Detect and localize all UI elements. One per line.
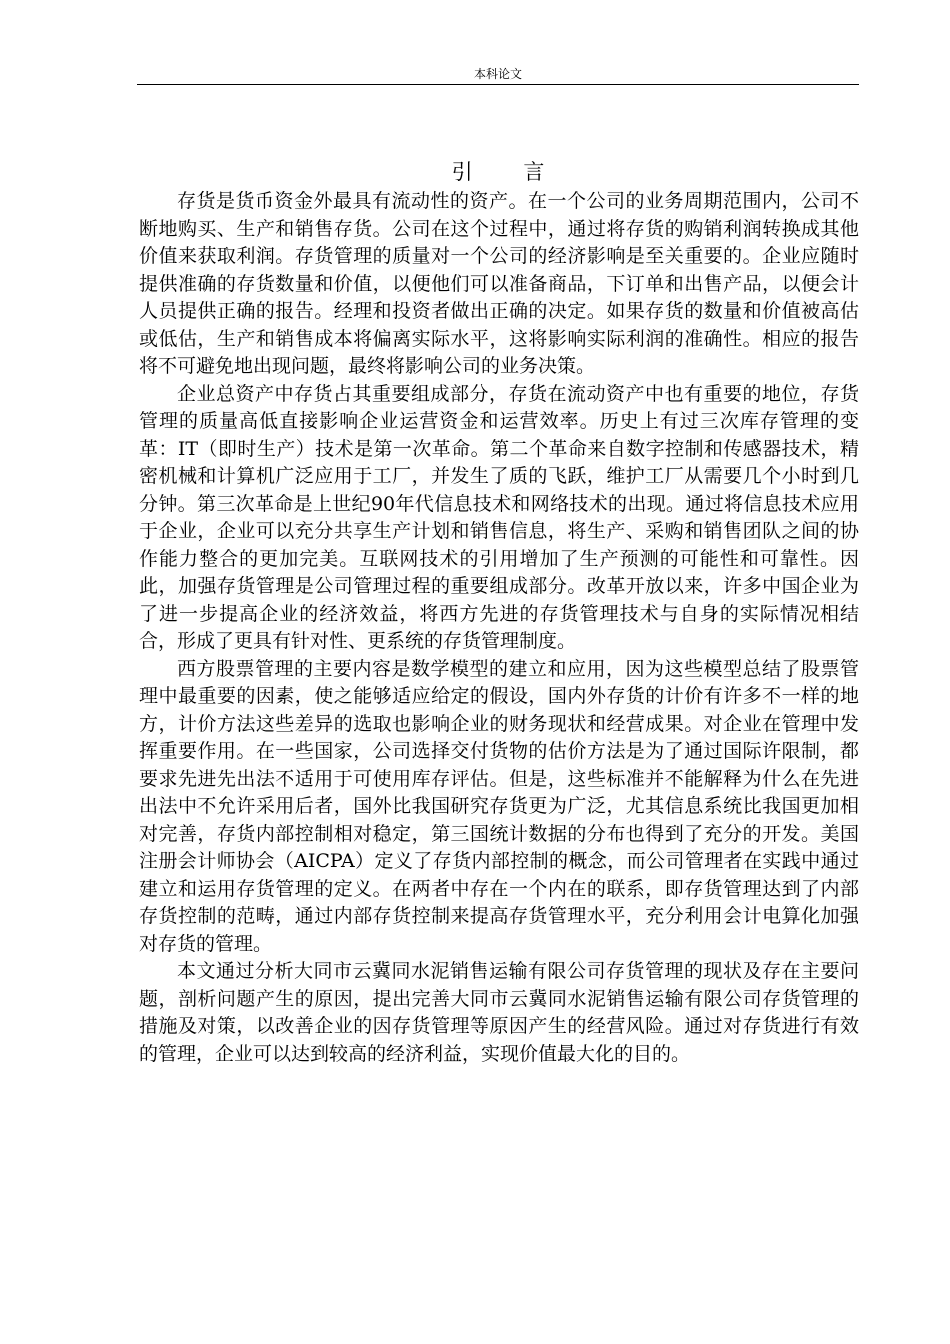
paragraph-4: 本文通过分析大同市云冀同水泥销售运输有限公司存货管理的现状及存在主要问题，剖析问题产生的原因，提出完善大同市云冀同水泥销售运输有限公司存货管理的措施及对策，以改善企业的因存货管理等原因产生的经营风险。通过对存货进行有效的管理，企业可以达到较高的经济利益，实现价值最大化的目的。 [139,960,859,1065]
header-rule [137,84,859,85]
running-header: 本科论文 [473,67,522,81]
paragraph-1: 存货是货币资金外最具有流动性的资产。在一个公司的业务周期范围内，公司不断地购买、生产和销售存货。公司在这个过程中，通过将存货的购销利润转换成其他价值来获取利润。存货管理的质量对一个公司的经济影响是至关重要的。企业应随时提供准确的存货数量和价值，以便他们可以准备商品，下订单和出售产品，以便会计人员提供正确的报告。经理和投资者做出正确的决定。如果存货的数量和价值被高估或低估，生产和销售成本将偏离实际水平，这将影响实际利润的准确性。相应的报告将不可避免地出现问题，最终将影响公司的业务决策。 [139,190,859,377]
paragraph-3: 西方股票管理的主要内容是数学模型的建立和应用，因为这些模型总结了股票管理中最重要的因素，使之能够适应给定的假设，国内外存货的计价有许多不一样的地方，计价方法这些差异的选取也影响企业的财务现状和经营成果。对企业在管理中发挥重要作用。在一些国家，公司选择交付货物的估价方法是为了通过国际许限制，都要求先进先出法不适用于可使用库存评估。但是，这些标准并不能解释为什么在先进出法中不允许采用后者，国外比我国研究存货更为广泛，尤其信息系统比我国更加相对完善，存货内部控制相对稳定，第三国统计数据的分布也得到了充分的开发。美国注册会计师协会（AICPA）定义了存货内部控制的概念，而公司管理者在实践中通过建立和运用存货管理的定义。在两者中存在一个内在的联系，即存货管理达到了内部存货控制的范畴，通过内部存货控制来提高存货管理水平，充分利用会计电算化加强对存货的管理。 [139,657,859,955]
section-title: 引 言 [451,160,567,184]
paragraph-2: 企业总资产中存货占其重要组成部分，存货在流动资产中也有重要的地位，存货管理的质量高低直接影响企业运营资金和运营效率。历史上有过三次库存管理的变革：IT（即时生产）技术是第一次革命。第二个革命来自数字控制和传感器技术，精密机械和计算机广泛应用于工厂，并发生了质的飞跃，维护工厂从需要几个小时到几分钟。第三次革命是上世纪90年代信息技术和网络技术的出现。通过将信息技术应用于企业，企业可以充分共享生产计划和销售信息，将生产、采购和销售团队之间的协作能力整合的更加完美。互联网技术的引用增加了生产预测的可能性和可靠性。因此，加强存货管理是公司管理过程的重要组成部分。改革开放以来，许多中国企业为了进一步提高企业的经济效益，将西方先进的存货管理技术与自身的实际情况相结合，形成了更具有针对性、更系统的存货管理制度。 [139,382,859,652]
body-text [139,188,859,1068]
